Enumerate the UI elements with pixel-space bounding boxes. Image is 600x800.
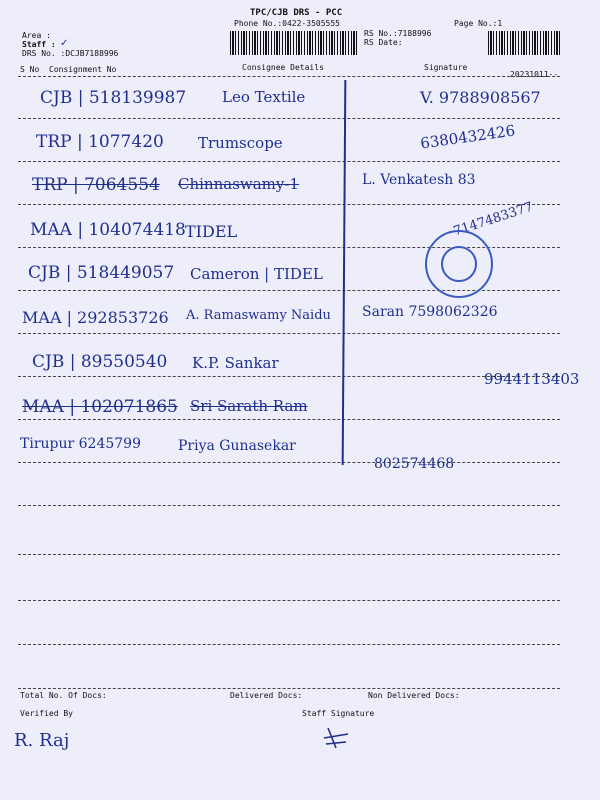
area-label: Area : [22, 31, 51, 40]
verified-by-label: Verified By [20, 709, 73, 718]
total-docs-label: Total No. Of Docs: [20, 691, 107, 700]
page-number: Page No.:1 [454, 19, 503, 28]
row-6-signature: Saran 7598062326 [362, 304, 498, 320]
row-2-signature: 6380432426 [419, 121, 517, 153]
row-3-consignee: Chinnaswamy-1 [178, 175, 299, 193]
row-7-signature: 9944113403 [484, 370, 580, 388]
row-rule [18, 419, 560, 420]
phone-number: Phone No.:0422-3505555 [234, 19, 340, 28]
row-rule [18, 644, 560, 645]
row-9-consignment: Tirupur 6245799 [20, 436, 141, 452]
column-consignee: Consignee Details [242, 63, 324, 72]
rs-number: RS No.:7188996 [364, 29, 432, 38]
stamp-inner-ring [441, 246, 477, 282]
row-7-consignment: CJB | 89550540 [32, 352, 168, 372]
row-2-consignment: TRP | 1077420 [36, 132, 164, 152]
date-code: 20231011-- [510, 70, 559, 79]
row-rule [18, 554, 560, 555]
column-signature: Signature [424, 63, 468, 72]
row-3-signature: L. Venkatesh 83 [362, 172, 476, 188]
row-4-consignee: TIDEL [185, 222, 238, 241]
handwritten-column-divider [342, 80, 347, 465]
barcode-rs [488, 31, 560, 55]
staff-label: Staff : [22, 40, 56, 49]
delivered-docs-label: Delivered Docs: [230, 691, 303, 700]
row-rule [18, 462, 560, 463]
drs-number: DRS No. :DCJB7188996 [22, 49, 119, 58]
row-7-consignee: K.P. Sankar [192, 354, 279, 372]
rs-date: RS Date: [364, 38, 403, 47]
row-8-consignment: MAA | 102071865 [22, 397, 178, 417]
row-rule [18, 600, 560, 601]
row-9-consignee: Priya Gunasekar [178, 438, 296, 454]
row-4-signature: 7147483377 [451, 199, 536, 240]
document-title: TPC/CJB DRS - PCC [250, 8, 343, 18]
header-rule [18, 76, 560, 77]
handwritten-mark: ✓ [60, 38, 69, 49]
row-5-consignment: CJB | 518449057 [28, 263, 175, 283]
row-1-signature: V. 9788908567 [420, 88, 541, 107]
verified-signature: R. Raj [14, 730, 70, 751]
row-6-consignee: A. Ramaswamy Naidu [186, 308, 331, 323]
company-stamp [425, 230, 493, 298]
row-6-consignment: MAA | 292853726 [22, 308, 169, 327]
row-9-signature: 802574468 [374, 456, 455, 472]
row-rule [18, 161, 560, 162]
row-1-consignment: CJB | 518139987 [40, 88, 187, 108]
row-8-consignee: Sri Sarath Ram [190, 397, 308, 415]
non-delivered-docs-label: Non Delivered Docs: [368, 691, 460, 700]
staff-signature-label: Staff Signature [302, 709, 375, 718]
row-4-consignment: MAA | 104074418 [30, 220, 186, 240]
row-rule [18, 118, 560, 119]
row-2-consignee: Trumscope [198, 134, 283, 152]
staff-signature-mark [322, 726, 342, 746]
staff-signature-svg [322, 726, 350, 750]
barcode-drs [230, 31, 358, 55]
row-rule [18, 505, 560, 506]
row-5-consignee: Cameron | TIDEL [190, 265, 323, 283]
row-3-consignment: TRP | 7064554 [32, 175, 160, 195]
row-1-consignee: Leo Textile [222, 88, 306, 106]
column-sno: S No [20, 65, 40, 74]
row-rule [18, 688, 560, 689]
row-rule [18, 376, 560, 377]
row-rule [18, 333, 560, 334]
row-rule [18, 204, 560, 205]
column-consignment: Consignment No [49, 65, 117, 74]
